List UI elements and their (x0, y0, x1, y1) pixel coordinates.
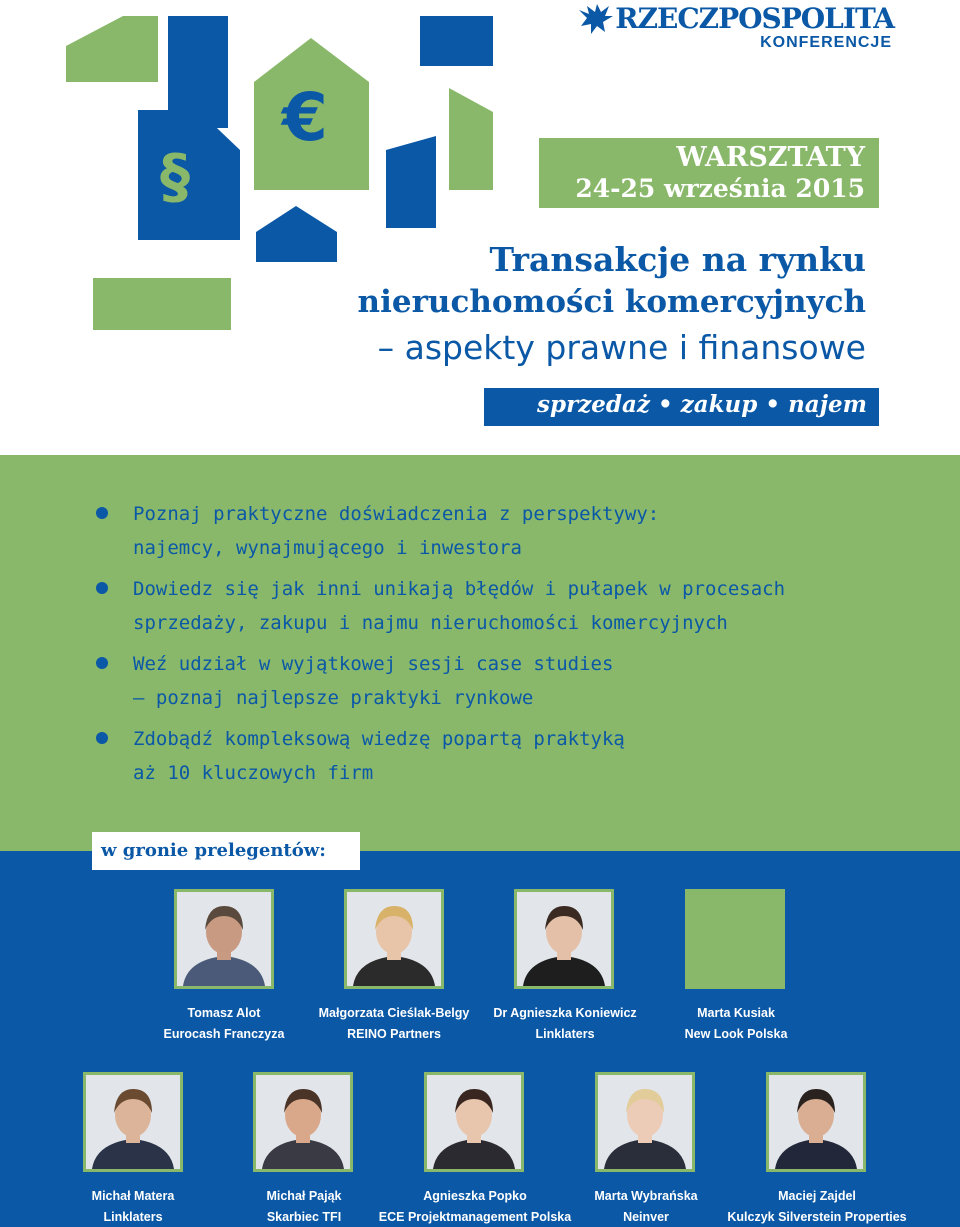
benefit-item (96, 572, 916, 640)
speaker-photo (174, 889, 274, 989)
speaker-company: Eurocash Franczyza (163, 1027, 285, 1041)
event-title-line2: nieruchomości komercyjnych (357, 284, 866, 320)
logo-subtitle: KONFERENCJE (760, 34, 892, 51)
speaker-name: Maciej Zajdel (778, 1189, 856, 1203)
benefit-item (96, 497, 916, 565)
benefit-line: aż 10 kluczowych firm (133, 762, 374, 784)
portrait-image (598, 1075, 692, 1169)
green-house-shape (66, 16, 158, 82)
portrait-image (256, 1075, 350, 1169)
logo-title: RZECZPOSPOLITA (615, 2, 894, 35)
speaker-company: Kulczyk Silverstein Properties (727, 1210, 907, 1224)
event-subtitle: – aspekty prawne i finansowe (377, 328, 866, 367)
benefit-line: najemcy, wynajmującego i inwestora (133, 537, 522, 559)
speaker-name: Michał Pająk (266, 1189, 342, 1203)
tagline-bar (484, 388, 879, 426)
speakers-label-text: w gronie prelegentów: (101, 840, 326, 861)
euro-icon: € (282, 79, 328, 156)
speaker-photo (766, 1072, 866, 1172)
portrait-image (517, 892, 611, 986)
portrait-image (86, 1075, 180, 1169)
speaker-company: New Look Polska (684, 1027, 788, 1041)
portrait-image (177, 892, 271, 986)
speaker-company: Neinver (623, 1210, 669, 1224)
benefit-line: Weź udział w wyjątkowej sesji case studies (133, 653, 614, 675)
speaker-company: REINO Partners (347, 1027, 441, 1041)
speaker-name: Dr Agnieszka Koniewicz (493, 1006, 637, 1020)
event-type: WARSZTATY (676, 142, 865, 173)
speaker-company: Linklaters (535, 1027, 595, 1041)
tagline-text: sprzedaż • zakup • najem (537, 391, 867, 418)
speaker-name: Tomasz Alot (187, 1006, 261, 1020)
blue-house-mid-shape (386, 136, 436, 228)
speaker-name: Małgorzata Cieślak-Belgy (318, 1006, 470, 1020)
benefit-line: sprzedaży, zakupu i najmu nieruchomości komercyjnych (133, 612, 728, 634)
event-title-line1: Transakcje na rynku (489, 240, 866, 279)
benefit-item (96, 722, 916, 790)
speaker-company: Skarbiec TFI (266, 1210, 342, 1224)
green-rect-shape (93, 278, 231, 330)
speaker-photo (83, 1072, 183, 1172)
speaker-photo (514, 889, 614, 989)
speaker-company: Linklaters (103, 1210, 163, 1224)
speaker-photo (685, 889, 785, 989)
eagle-icon (575, 2, 615, 36)
speaker-name: Michał Matera (91, 1189, 175, 1203)
event-date-box (539, 138, 879, 208)
benefit-line: Dowiedz się jak inni unikają błędów i pułapek w procesach (133, 578, 786, 600)
portrait-image (769, 1075, 863, 1169)
portrait-image (347, 892, 441, 986)
benefit-item (96, 647, 916, 715)
speaker-photo (253, 1072, 353, 1172)
paragraph-icon: § (160, 142, 190, 212)
speakers-label (92, 832, 360, 870)
rzeczpospolita-logo (575, 2, 894, 52)
benefit-line: Poznaj praktyczne doświadczenia z perspektywy: (133, 503, 660, 525)
speaker-name: Marta Wybrańska (594, 1189, 698, 1203)
speaker-photo (595, 1072, 695, 1172)
speaker-name: Marta Kusiak (697, 1006, 775, 1020)
benefit-line: Zdobądź kompleksową wiedzę popartą praktyką (133, 728, 625, 750)
speaker-photo (344, 889, 444, 989)
speaker-photo (424, 1072, 524, 1172)
benefit-line: – poznaj najlepsze praktyki rynkowe (133, 687, 534, 709)
speaker-name: Agnieszka Popko (423, 1189, 527, 1203)
blue-rect-shape (420, 16, 493, 66)
benefits-list (96, 497, 916, 797)
blue-house-bottom-shape (256, 206, 337, 262)
speaker-company: ECE Projektmanagement Polska (378, 1210, 572, 1224)
green-house-right-shape (449, 88, 493, 190)
portrait-image (427, 1075, 521, 1169)
event-date: 24-25 września 2015 (575, 174, 865, 203)
